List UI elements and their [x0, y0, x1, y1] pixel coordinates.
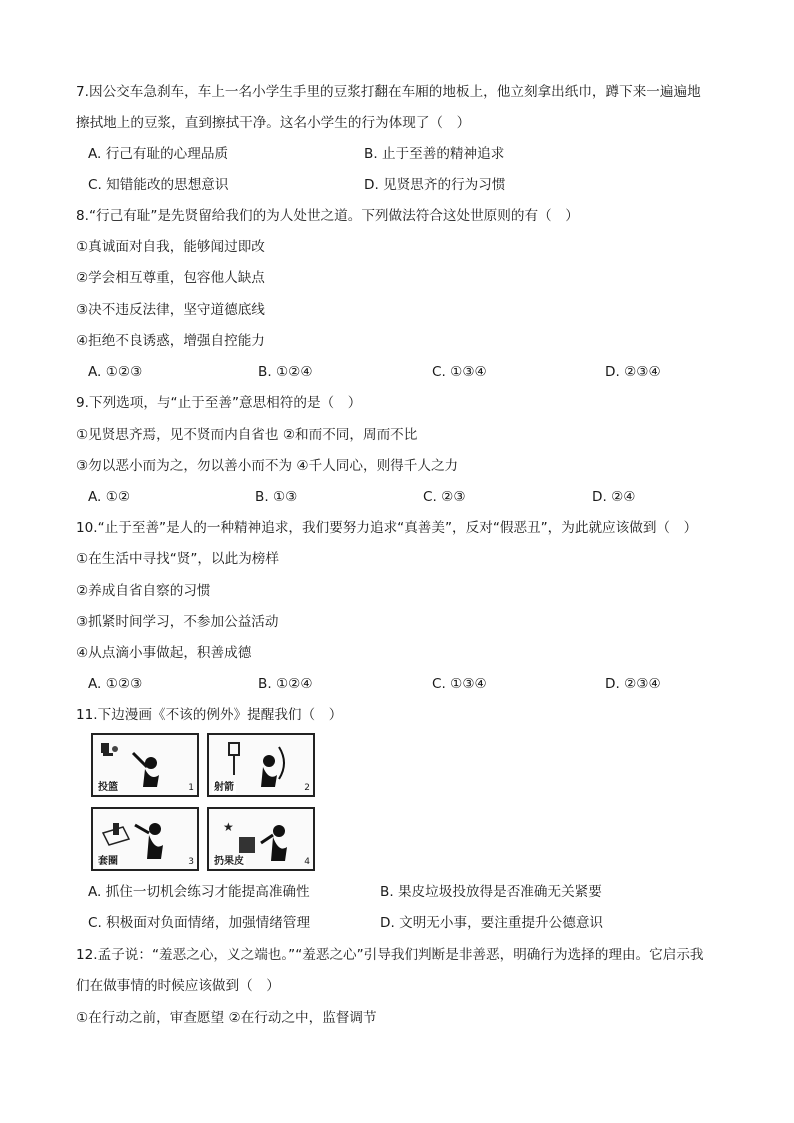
q10-item-4: ④从点滴小事做起，积善成德 [76, 645, 252, 661]
q8-option-b: B. ①②④ [258, 364, 313, 380]
q11-option-d: D. 文明无小事，要注重提升公德意识 [380, 915, 604, 931]
q9-items-line1: ①见贤思齐焉，见不贤而内自省也 ②和而不同，周而不比 [76, 427, 418, 443]
q10-option-d: D. ②③④ [605, 676, 661, 692]
q7-option-d: D. 见贤思齐的行为习惯 [364, 177, 506, 193]
q8-item-2: ②学会相互尊重，包容他人缺点 [76, 270, 265, 286]
q12-items-line1: ①在行动之前，审查愿望 ②在行动之中，监督调节 [76, 1010, 377, 1026]
q9-option-c: C. ②③ [423, 489, 466, 505]
q7-option-b: B. 止于至善的精神追求 [364, 146, 505, 162]
q10-item-3: ③抓紧时间学习，不参加公益活动 [76, 614, 279, 630]
q9-stem: 9.下列选项，与“止于至善”意思相符的是（ ） [76, 395, 362, 411]
q10-stem: 10.“止于至善”是人的一种精神追求，我们要努力追求“真善美”，反对“假恶丑”，为此就应该做到（ ） [76, 520, 698, 536]
comic-image [91, 733, 319, 875]
comic-number-1: 1 [188, 783, 194, 793]
comic-caption-4: 扔果皮 [214, 856, 244, 867]
q7-stem-line1: 7.因公交车急刹车，车上一名小学生手里的豆浆打翻在车厢的地板上，他立刻拿出纸巾，蹲下来一遍遍地 [76, 84, 701, 100]
q8-item-3: ③决不违反法律，坚守道德底线 [76, 302, 265, 318]
comic-caption-3: 套圈 [98, 856, 118, 867]
q7-option-c: C. 知错能改的思想意识 [88, 177, 229, 193]
comic-caption-2: 射箭 [214, 782, 234, 793]
comic-panel-1 [91, 733, 199, 797]
q8-option-d: D. ②③④ [605, 364, 661, 380]
q8-option-a: A. ①②③ [88, 364, 143, 380]
q7-stem-line2: 擦拭地上的豆浆，直到擦拭干净。这名小学生的行为体现了（ ） [76, 115, 471, 131]
q7-option-a: A. 行己有耻的心理品质 [88, 146, 229, 162]
q8-item-4: ④拒绝不良诱惑，增强自控能力 [76, 333, 265, 349]
comic-panel-2 [207, 733, 315, 797]
q11-stem: 11.下边漫画《不该的例外》提醒我们（ ） [76, 707, 343, 723]
q12-stem-line1: 12.孟子说：“羞恶之心，义之端也。”“羞恶之心”引导我们判断是非善恶，明确行为选择的理由。它启示我 [76, 947, 704, 963]
comic-panel-4 [207, 807, 315, 871]
q11-option-b: B. 果皮垃圾投放得是否准确无关紧要 [380, 884, 602, 900]
q10-item-1: ①在生活中寻找“贤”，以此为榜样 [76, 551, 279, 567]
q8-stem: 8.“行己有耻”是先贤留给我们的为人处世之道。下列做法符合这处世原则的有（ ） [76, 208, 579, 224]
q9-option-d: D. ②④ [592, 489, 636, 505]
q10-option-a: A. ①②③ [88, 676, 143, 692]
svg-text:★: ★ [223, 820, 234, 834]
q9-option-a: A. ①② [88, 489, 131, 505]
q11-option-a: A. 抓住一切机会练习才能提高准确性 [88, 884, 310, 900]
q8-option-c: C. ①③④ [432, 364, 487, 380]
comic-number-4: 4 [304, 857, 310, 867]
comic-panel-3 [91, 807, 199, 871]
q8-item-1: ①真诚面对自我，能够闻过即改 [76, 239, 265, 255]
q9-items-line2: ③勿以恶小而为之，勿以善小而不为 ④千人同心，则得千人之力 [76, 458, 459, 474]
q12-stem-line2: 们在做事情的时候应该做到（ ） [76, 978, 280, 994]
q10-option-c: C. ①③④ [432, 676, 487, 692]
q9-option-b: B. ①③ [255, 489, 298, 505]
comic-number-2: 2 [304, 783, 310, 793]
q10-item-2: ②养成自省自察的习惯 [76, 583, 211, 599]
comic-number-3: 3 [188, 857, 194, 867]
q10-option-b: B. ①②④ [258, 676, 313, 692]
comic-caption-1: 投篮 [98, 782, 118, 793]
q11-option-c: C. 积极面对负面情绪，加强情绪管理 [88, 915, 311, 931]
